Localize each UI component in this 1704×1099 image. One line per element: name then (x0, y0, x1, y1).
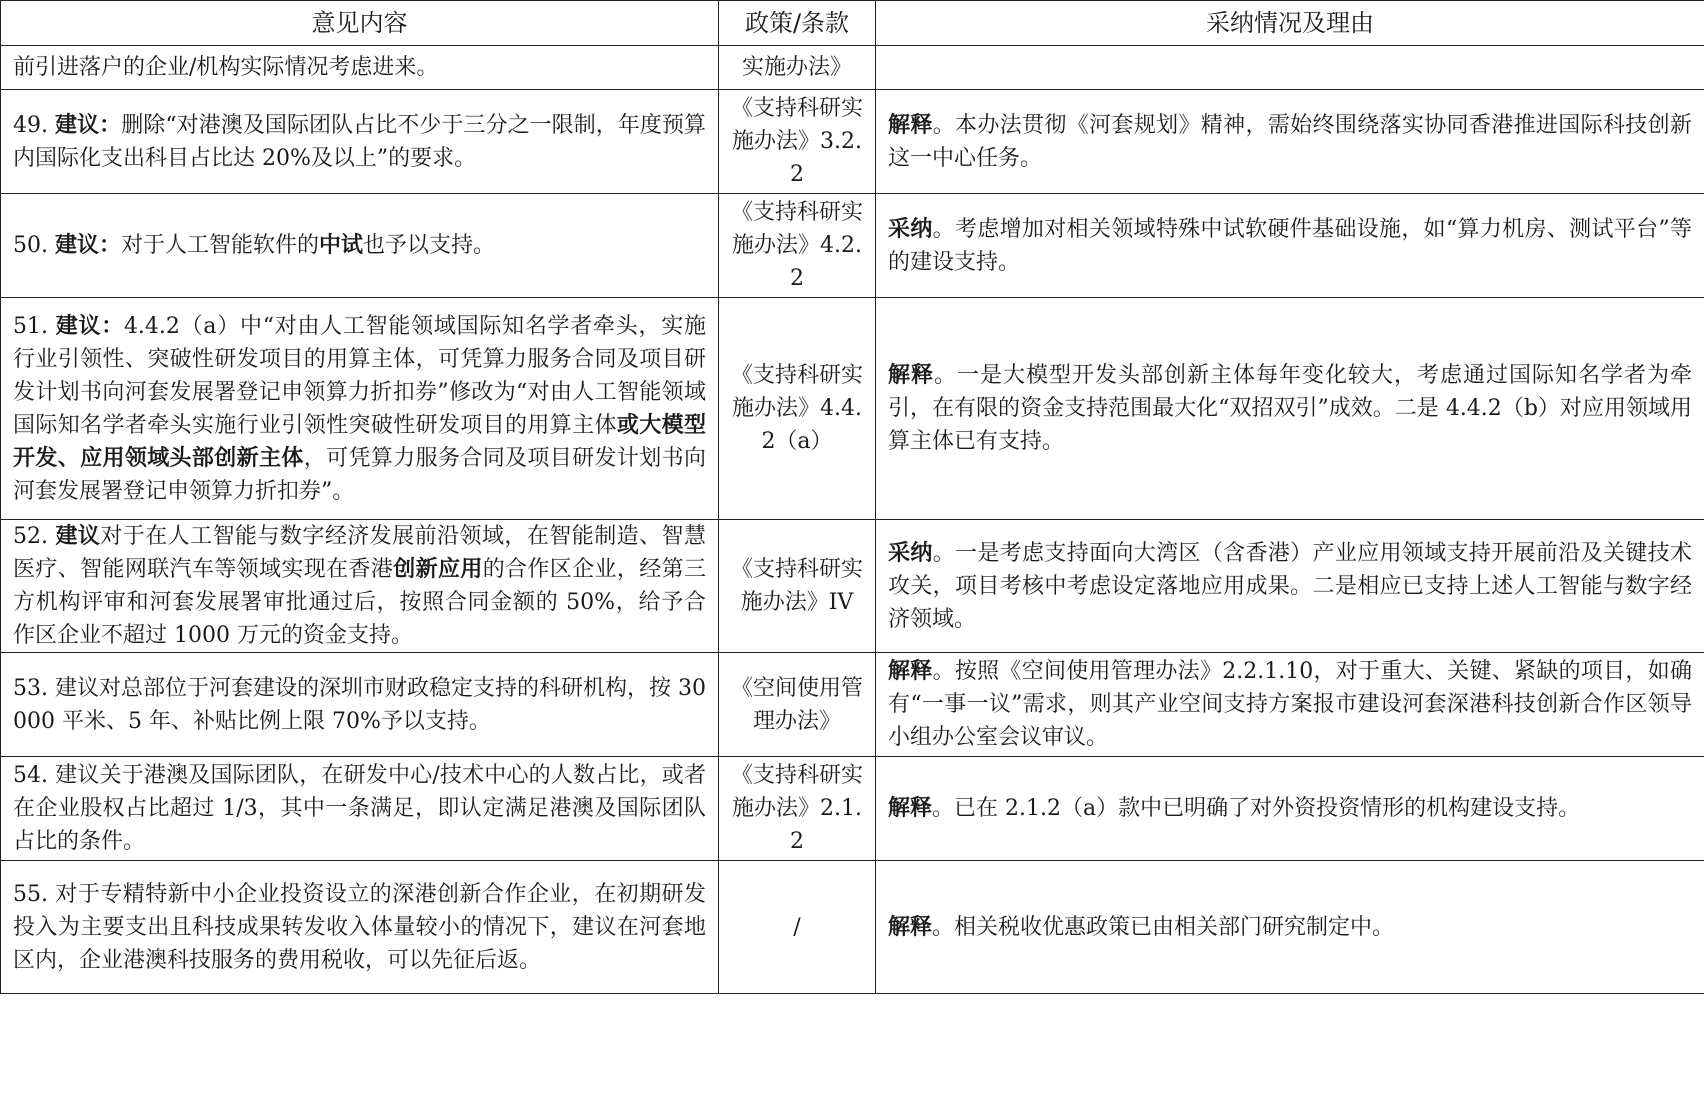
bold-text: 创新应用 (393, 556, 483, 582)
response-cell (876, 861, 1704, 994)
policy-cell: 《支持科研实施办法》3.2.2 (719, 90, 876, 194)
text-run: 。按照《空间使用管理办法》2.2.1.10，对于重大、关键、紧缺的项目，如确有“一事一议”需求，则其产业空间支持方案报市建设河套深港科技创新合作区领导小组办公室会议审议。 (888, 659, 1692, 750)
bold-text: 采纳 (888, 539, 933, 566)
text-run: 的合作区企业，经第三方机构评审和河套发展署审批通过后，按照合同金额的 50%，给予合作区企业不超过 1000 万元的资金支持。 (13, 557, 706, 648)
policy-cell: 《空间使用管理办法》 (719, 653, 876, 757)
opinion-cell (1, 46, 719, 90)
table-row (1, 653, 1704, 757)
policy-cell: 《支持科研实施办法》IV (719, 520, 876, 653)
text-run: ，可凭算力服务合同及项目研发计划书向河套发展署登记申领算力折扣券”。 (13, 445, 706, 504)
bold-text: 建议： (54, 232, 121, 258)
opinion-cell (1, 861, 719, 994)
bold-text: 或大模型开发、应用领域头部创新主体 (13, 411, 706, 471)
opinion-cell (1, 653, 719, 757)
text-run: 前引进落户的企业/机构实际情况考虑进来。 (13, 55, 439, 80)
policy-cell: 实施办法》 (719, 46, 876, 90)
text-run: 对于在人工智能与数字经济发展前沿领域，在智能制造、智慧医疗、智能网联汽车等领域实现在香港 (13, 524, 706, 582)
text-run: 也予以支持。 (363, 233, 496, 258)
text-run: 删除“对港澳及国际团队占比不少于三分之一限制，年度预算内国际化支出科目占比达 20%及以上”的要求。 (13, 112, 707, 171)
opinion-cell (1, 298, 719, 520)
bold-text: 采纳 (888, 215, 933, 242)
header-response: 采纳情况及理由 (876, 1, 1704, 46)
opinion-cell (1, 90, 719, 194)
response-cell (876, 46, 1704, 90)
bold-text: 建议 (55, 523, 101, 549)
text-run: 54. 建议关于港澳及国际团队，在研发中心/技术中心的人数占比，或者在企业股权占比超过 1/3，其中一条满足，即认定满足港澳及国际团队占比的条件。 (13, 763, 706, 854)
table-row (1, 861, 1704, 994)
text-run: 49. (13, 112, 56, 138)
bold-text: 解释 (888, 362, 934, 388)
bold-text: 中试 (319, 232, 364, 258)
bold-text: 解释 (888, 913, 933, 940)
opinion-cell (1, 194, 719, 298)
text-run: 。已在 2.1.2（a）款中已明确了对外资投资情形的机构建设支持。 (932, 796, 1581, 821)
response-cell (876, 194, 1704, 298)
header-policy: 政策/条款 (719, 1, 876, 46)
text-run: 。一是考虑支持面向大湾区（含香港）产业应用领域支持开展前沿及关键技术攻关，项目考核中考虑设定落地应用成果。二是相应已支持上述人工智能与数字经济领域。 (888, 540, 1692, 632)
text-run: 55. 对于专精特新中小企业投资设立的深港创新合作企业，在初期研发投入为主要支出且科技成果转发收入体量较小的情况下，建议在河套地区内，企业港澳科技服务的费用税收，可以先征后返。 (13, 881, 706, 973)
table-row (1, 194, 1704, 298)
bold-text: 建议： (55, 111, 122, 138)
text-run: 。本办法贯彻《河套规划》精神，需始终围绕落实协同香港推进国际科技创新这一中心任务。 (888, 112, 1692, 171)
response-cell (876, 520, 1704, 653)
response-cell (876, 653, 1704, 757)
response-cell (876, 757, 1704, 861)
text-run: 。相关税收优惠政策已由相关部门研究制定中。 (932, 914, 1395, 940)
text-run: 。考虑增加对相关领域特殊中试软硬件基础设施，如“算力机房、测试平台”等的建设支持。 (888, 216, 1692, 275)
bold-text: 解释 (888, 795, 933, 821)
opinion-cell (1, 757, 719, 861)
text-run: 53. 建议对总部位于河套建设的深圳市财政稳定支持的科研机构，按 30000 平米、5 年、补贴比例上限 70%予以支持。 (13, 675, 706, 734)
table-row (1, 520, 1704, 653)
bold-text: 建议： (55, 312, 124, 339)
text-run: 51. (13, 313, 56, 339)
bold-text: 解释 (888, 111, 933, 138)
table-row (1, 90, 1704, 194)
policy-cell: / (719, 861, 876, 994)
policy-cell: 《支持科研实施办法》4.2.2 (719, 194, 876, 298)
text-run: 4.4.2（a）中“对由人工智能领域国际知名学者牵头，实施行业引领性、突破性研发项目的用算主体，可凭算力服务合同及项目研发计划书向河套发展署登记申领算力折扣券”修改为“对由人工智能领域国际知名学者牵头实施行业引领性突破性研发项目的用算主体 (13, 313, 706, 438)
policy-cell: 《支持科研实施办法》4.4.2（a） (719, 298, 876, 520)
text-run: 52. (13, 524, 56, 549)
text-run: 对于人工智能软件的 (121, 233, 320, 258)
opinion-cell (1, 520, 719, 653)
table-row (1, 46, 1704, 90)
text-run: 50. (13, 233, 55, 258)
header-opinion: 意见内容 (1, 1, 719, 46)
text-run: 。一是大模型开发头部创新主体每年变化较大，考虑通过国际知名学者为牵引，在有限的资金支持范围最大化“双招双引”成效。二是 4.4.2（b）对应用领域用算主体已有支持。 (888, 363, 1692, 454)
bold-text: 解释 (888, 658, 933, 684)
table-row (1, 298, 1704, 520)
header-row (1, 1, 1704, 46)
table-row (1, 757, 1704, 861)
response-cell (876, 90, 1704, 194)
response-cell (876, 298, 1704, 520)
policy-cell: 《支持科研实施办法》2.1.2 (719, 757, 876, 861)
